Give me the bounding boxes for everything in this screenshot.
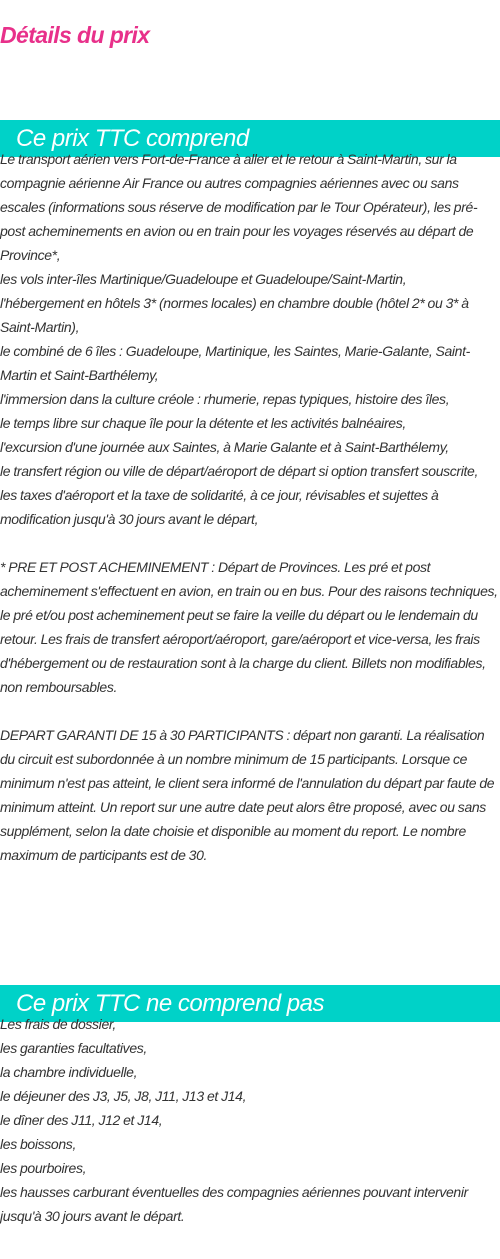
includes-heading: Ce prix TTC comprend	[0, 120, 500, 157]
excludes-line: le déjeuner des J3, J5, J8, J11, J13 et J14,	[0, 1088, 247, 1104]
page-title: Détails du prix	[0, 22, 150, 48]
acheminement-note: * PRE ET POST ACHEMINEMENT : Départ de Provinces. Les pré et post acheminement s'effectuent en avion, en train ou en bus. Pour des raisons techniques, le pré et/ou post acheminement peut se faire la veille du départ ou le lendemain du retour. Les frais de transfert aéroport/aéroport, gare/aéroport et vice-versa, les frais d'hébergement ou de restauration sont à la charge du client. Billets non modifiables, non remboursables.	[0, 559, 498, 695]
excludes-heading: Ce prix TTC ne comprend pas	[0, 985, 500, 1022]
includes-line: l'immersion dans la culture créole : rhumerie, repas typiques, histoire des îles,	[0, 391, 450, 407]
includes-line: l'excursion d'une journée aux Saintes, à Marie Galante et à Saint-Barthélemy,	[0, 439, 449, 455]
includes-section	[0, 147, 500, 867]
excludes-line: les hausses carburant éventuelles des compagnies aériennes pouvant intervenir jusqu'à 30 jours avant le départ.	[0, 1184, 468, 1224]
excludes-line: les boissons,	[0, 1136, 76, 1152]
includes-line: l'hébergement en hôtels 3* (normes locales) en chambre double (hôtel 2* ou 3* à Saint-Martin),	[0, 295, 469, 335]
excludes-line: les garanties facultatives,	[0, 1040, 147, 1056]
includes-line: les taxes d'aéroport et la taxe de solidarité, à ce jour, révisables et sujettes à modification jusqu'à 30 jours avant le départ,	[0, 487, 439, 527]
includes-line: le temps libre sur chaque île pour la détente et les activités balnéaires,	[0, 415, 406, 431]
depart-garanti-note: DEPART GARANTI DE 15 à 30 PARTICIPANTS : départ non garanti. La réalisation du circuit est subordonnée à un nombre minimum de 15 participants. Lorsque ce minimum n'est pas atteint, le client sera informé de l'annulation du départ par faute de minimum atteint. Un report sur une autre date peut alors être proposé, avec ou sans supplément, selon la date choisie et disponible au moment du report. Le nombre maximum de participants est de 30.	[0, 727, 495, 863]
excludes-line: les pourboires,	[0, 1160, 87, 1176]
includes-line: le transfert région ou ville de départ/aéroport de départ si option transfert souscrite,	[0, 463, 479, 479]
includes-line: le combiné de 6 îles : Guadeloupe, Martinique, les Saintes, Marie-Galante, Saint-Martin et Saint-Barthélemy,	[0, 343, 470, 383]
excludes-line: le dîner des J11, J12 et J14,	[0, 1112, 163, 1128]
includes-line: les vols inter-îles Martinique/Guadeloupe et Guadeloupe/Saint-Martin,	[0, 271, 407, 287]
excludes-section	[0, 1012, 500, 1228]
includes-line: Le transport aérien vers Fort-de-France à aller et le retour à Saint-Martin, sur la compagnie aérienne Air France ou autres compagnies aériennes avec ou sans escales (informations sous réserve de modification par le Tour Opérateur), les pré-post acheminements en avion ou en train pour les voyages réservés au départ de Province*,	[0, 151, 478, 263]
excludes-line: la chambre individuelle,	[0, 1064, 138, 1080]
excludes-line: Les frais de dossier,	[0, 1016, 116, 1032]
